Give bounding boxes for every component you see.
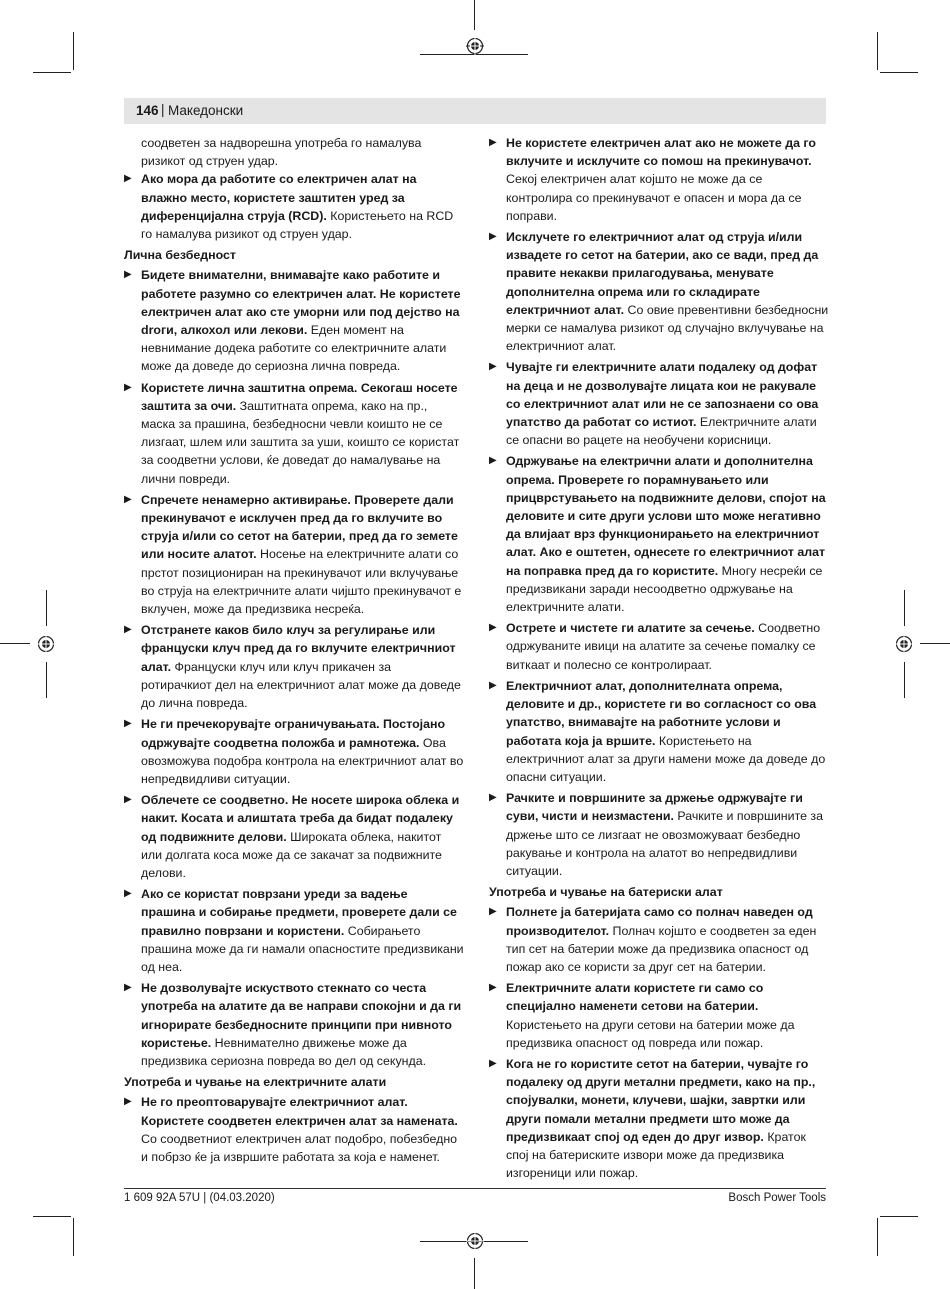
crop-mark <box>46 590 47 626</box>
safety-item-text: Рачките и површините за држење што се лизгаат не овозможуваат безбедно ракување и контрола на алатот во непредвидливи ситуации. <box>506 809 824 878</box>
section-heading: Употреба и чување на батериски алат <box>489 885 723 900</box>
item-list <box>124 170 464 243</box>
registration-mark-icon <box>466 37 484 55</box>
safety-item-text: Носење на електричните алати со прстот позициониран на прекинувачот или вклучување во струја на електричните алати чијшто прекинувачот е вклучен, може да предизвика несреќа. <box>141 547 462 617</box>
safety-item <box>124 791 464 882</box>
safety-item <box>489 358 829 449</box>
crop-mark <box>73 32 74 70</box>
safety-item-heading: Ако мора да работите со електричен алат на влажно место, користете заштитен уред за диференцијална струја (RCD). <box>141 172 417 223</box>
safety-item <box>124 266 464 375</box>
safety-item <box>489 1055 829 1182</box>
safety-item-text: Користењето на други сетови на батерии може да предизвика опасност од повреда или пожар. <box>506 1017 795 1050</box>
item-list <box>489 903 829 1182</box>
safety-item-heading: Не го преоптоварувајте електричниот алат. Користете соодветен електричен алат за намената. <box>141 1095 458 1128</box>
left-column <box>124 134 464 1169</box>
footer-doc-number: 1 609 92A 57U | (04.03.2020) <box>124 1192 275 1204</box>
page-number: 146 <box>136 103 159 118</box>
safety-item <box>124 491 464 618</box>
safety-item-heading: Електричниот алат, дополнителната опрема, деловите и др., користете ги во согласност со ова упатство, внимавајте на работните услови и работата која ја вршите. <box>506 678 817 748</box>
crop-mark <box>877 32 878 70</box>
safety-item-heading: Острете и чистете ги алатите за сечење. <box>506 621 755 636</box>
safety-item-text: Секој електричен алат којшто не може да се контролира со прекинувачот е опасен и мора да се поправи. <box>506 172 802 223</box>
registration-mark-icon <box>466 1232 484 1250</box>
registration-mark-icon <box>895 635 913 653</box>
crop-mark <box>33 72 71 73</box>
crop-mark <box>904 662 905 698</box>
section-heading: Лична безбедност <box>124 248 236 263</box>
safety-item-heading: Чувајте ги електричните алати подалеку од дофат на деца и не дозволувајте лицата кои не ракувале со електричниот алат или не се запознаени со ова упатство да работат со истиот. <box>506 360 819 430</box>
safety-item-heading: Не користете електричен алат ако не можете да го вклучите и исклучите со помош на прекинувачот. <box>506 136 816 169</box>
safety-item <box>489 452 829 616</box>
crop-mark <box>880 1216 918 1217</box>
safety-item <box>489 903 829 976</box>
safety-item-heading: Електричните алати користете ги само со специјално наменети сетови на батерии. <box>506 981 764 1014</box>
safety-item <box>124 979 464 1070</box>
safety-item-text: Краток спој на батериските извори може да предизвика изгореници или пожар. <box>506 1129 806 1181</box>
safety-item-text: Невнимателно движење може да предизвика сериозна повреда во дел од секунда. <box>141 1035 427 1068</box>
safety-item-heading: Користете лична заштитна опрема. Секогаш носете заштита за очи. <box>141 380 458 413</box>
item-list <box>124 266 464 1070</box>
crop-mark <box>0 643 30 644</box>
crop-mark <box>877 1218 878 1256</box>
safety-item <box>124 1093 464 1166</box>
item-list <box>124 1093 464 1166</box>
language-label: Македонски <box>168 103 244 118</box>
safety-item <box>124 885 464 976</box>
safety-item-text: Француски клуч или клуч прикачен за ротирачкиот дел на електричниот алат може да доведе до лична повреда. <box>141 659 461 711</box>
crop-mark <box>880 72 918 73</box>
safety-item <box>124 170 464 243</box>
safety-item-heading: Рачките и површините за држење одржувајте ги суви, чисти и неизмастени. <box>506 791 803 824</box>
right-column <box>489 134 829 1185</box>
safety-item <box>124 715 464 788</box>
safety-item-heading: Кога не го користите сетот на батерии, чувајте го подалеку од други метални предмети, како на пр., спојувалки, монети, клучеви, шајки, завртки или други помали метални предмети што може да предизвикаат спој од еден до друг извор. <box>506 1056 816 1144</box>
safety-item-heading: Ако се користат поврзани уреди за вадење прашина и собирање предмети, проверете дали се правилно поврзани и користени. <box>141 887 457 938</box>
safety-item-text: Соодветно одржуваните ивици на алатите за сечење помалку се виткаат и полесно се контролираат. <box>506 621 821 672</box>
safety-item <box>124 621 464 712</box>
item-list <box>489 134 829 880</box>
safety-item-text: Со соодветниот електричен алат подобро, побезбедно и побрзо ќе ја извршите работата за која е наменет. <box>141 1131 458 1164</box>
safety-item <box>489 979 829 1052</box>
safety-item-text: Електричните алати се опасни во рацете на необучени корисници. <box>506 415 817 448</box>
safety-item-heading: Исклучете го електричниот алат од струја и/или извадете го сетот на батерии, ако се вади, пред да правите некакви прилагодувања, менувате дополнителна опрема или го складирате електричниот алат. <box>506 230 819 317</box>
safety-item-text: Еден момент на невнимание додека работите со електричните алати може да доведе до сериозна лична повреда. <box>141 323 447 374</box>
safety-item <box>124 379 464 488</box>
page-header <box>124 98 826 124</box>
safety-item-heading: Не ги пречекорувајте ограничувањата. Постојано одржувајте соодветна положба и рамнотежа. <box>141 717 446 750</box>
safety-item-text: Ова овозможува подобра контрола на електричниот алат во непредвидливи ситуации. <box>141 735 464 786</box>
crop-mark <box>474 0 475 30</box>
safety-item <box>489 228 829 355</box>
safety-item-text: Широката облека, накитот или долгата коса може да се закачат за подвижните делови. <box>141 829 442 880</box>
footer-rule <box>124 1188 826 1189</box>
footer-brand: Bosch Power Tools <box>728 1192 826 1204</box>
safety-item-text: Многу несреќи се предизвикани заради несоодветно одржување на електричните алати. <box>506 563 823 615</box>
safety-item-heading: Не дозволувајте искуството стекнато со честа употреба на алатите да ве направи спокојни и да ги игнорирате безбедносните принципи при нивното користење. <box>141 981 462 1050</box>
registration-mark-icon <box>37 635 55 653</box>
safety-item-text: Со овие превентивни безбедносни мерки се намалува ризикот од случајно вклучување на електричниот алат. <box>506 302 829 354</box>
safety-item <box>489 134 829 225</box>
safety-item-heading: Полнете ја батеријата само со полнач наведен од производителот. <box>506 905 813 938</box>
safety-item-text: Заштитната опрема, како на пр., маска за прашина, безбедносни чевли коишто не се лизгаат, шлем или заштита за уши, коишто се користат за соодветни услови, ќе доведат до намалување на лични повреди. <box>141 398 460 486</box>
safety-item-heading: Одржување на електрични алати и дополнителна опрема. Проверете го порамнувањето или прицврстувањето на подвижните делови, спојот на деловите и сите други услови што може негативно да влијаат врз функционирањето на електричниот алат. Ако е оштетен, однесете го електричниот алат на поправка пред да го користите. <box>506 454 826 578</box>
safety-item-text: Полнач којшто е соодветен за еден тип сет на батерии може да предизвика опасност од пожар ако се користи за друг сет на батерии. <box>506 923 817 974</box>
safety-item <box>489 789 829 880</box>
section-heading: Употреба и чување на електричните алати <box>124 1075 387 1090</box>
crop-mark <box>33 1216 71 1217</box>
safety-item-heading: Спречете ненамерно активирање. Проверете дали прекинувачот е исклучен пред да го вклучите во струја и/или со сетот на батерии, пред да го земете или носите алатот. <box>141 492 458 562</box>
crop-mark <box>904 590 905 626</box>
crop-mark <box>46 662 47 698</box>
safety-item-text: Собирањето прашина може да ги намали опасностите предизвикани од неа. <box>141 923 464 974</box>
crop-mark <box>73 1218 74 1256</box>
safety-item-text: Користењето на RCD го намалува ризикот од струен удар. <box>141 208 454 242</box>
safety-item <box>489 619 829 674</box>
header-separator: | <box>161 102 165 117</box>
crop-mark <box>920 643 950 644</box>
safety-item-heading: Бидете внимателни, внимавајте како работите и работете разумно со електричен алат. Не користете електричен алат ако сте уморни или под дејство на droги, алкохол или лекови. <box>141 268 461 338</box>
safety-item <box>489 677 829 786</box>
crop-mark <box>474 1258 475 1289</box>
safety-item-heading: Отстранете каков било клуч за регулирање или француски клуч пред да го вклучите електричниот алат. <box>141 623 456 674</box>
continuation-text: соодветен за надворешна употреба го намалува ризикот од струен удар. <box>141 136 422 169</box>
safety-item-text: Користењето на електричниот алат за други намени може да доведе до опасни ситуации. <box>506 733 826 784</box>
safety-item-heading: Облечете се соодветно. Не носете широка облека и накит. Косата и алиштата треба да бидат подалеку од подвижните делови. <box>141 793 460 844</box>
